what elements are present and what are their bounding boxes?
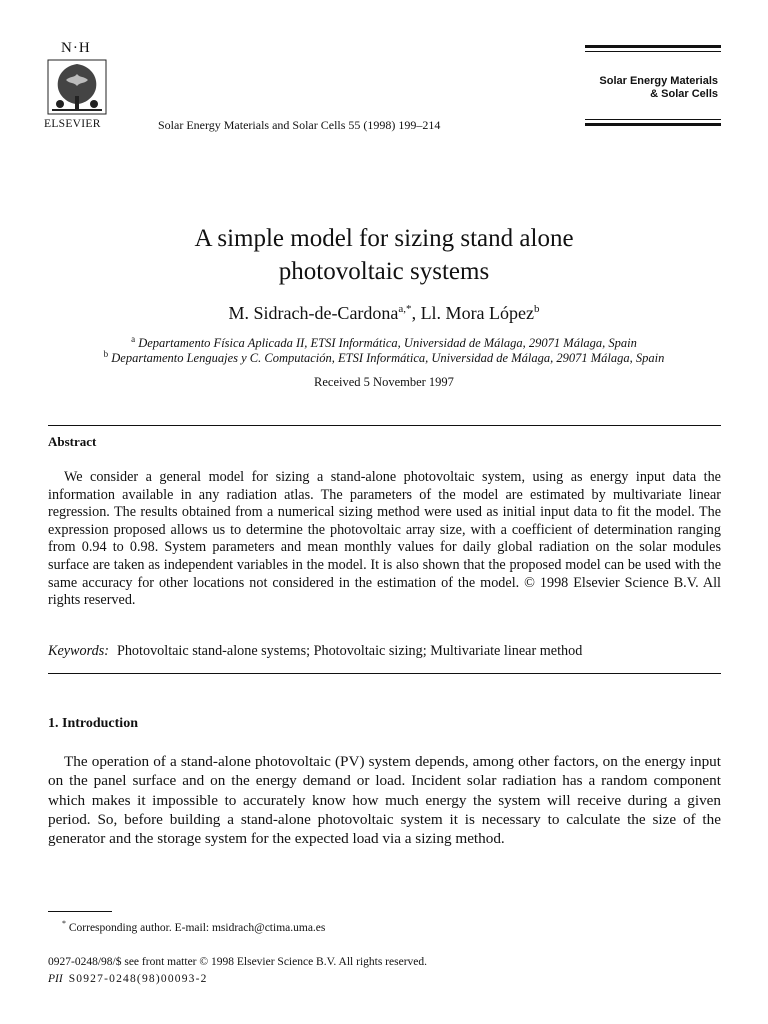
footnote-mark: * [62, 919, 66, 928]
brand-rule-top-thin [585, 51, 721, 52]
pii-line [48, 973, 208, 985]
brand-rule-bottom [585, 123, 721, 126]
keywords-label: Keywords: [48, 643, 109, 659]
journal-brand-line2: & Solar Cells [650, 88, 718, 100]
article-title [0, 222, 768, 288]
introduction-paragraph: The operation of a stand-alone photovoltaic (PV) system depends, among other factors, on the energy input on the panel surface and on the energy demand or load. Incident solar radiation has a random component which makes it impossible to accurately know how much energy the system will receive during a given period. So, before building a stand-alone photovoltaic system it is necessary to calculate the size of the generator and the storage system for the expected load via a sizing method. [48, 753, 721, 848]
pii-label: PII [48, 973, 63, 985]
affiliation-b-text: Departamento Lenguajes y C. Computación, ETSI Informática, Universidad de Málaga, 29071 Málaga, Spain [111, 351, 665, 366]
affiliation-a-text: Departamento Física Aplicada II, ETSI Informática, Universidad de Málaga, 29071 Málaga, Spain [138, 336, 637, 351]
brand-rule-bottom-thin [585, 119, 721, 120]
article-title-line2: photovoltaic systems [278, 258, 490, 285]
article-title-line1: A simple model for sizing stand alone [194, 225, 574, 252]
author-list [0, 303, 768, 324]
journal-brand-line1: Solar Energy Materials [599, 75, 718, 87]
abstract-rule-bottom [48, 673, 721, 674]
keywords-text: Photovoltaic stand-alone systems; Photovoltaic sizing; Multivariate linear method [116, 643, 583, 659]
abstract-heading: Abstract [48, 434, 97, 449]
abstract-text: We consider a general model for sizing a stand-alone photovoltaic system, using as energy input data the information available in any radiation atlas. The parameters of the model are estimated by multivariate linear regression. The results obtained from a numerical sizing method were used as initial input data to fit the model. The expression proposed allows us to determine the photovoltaic array size, with a coefficient of determination ranging from 0.94 to 0.98. System parameters and mean monthly values for daily global radiation on the solar modules surface are taken as independent variables in the model. It is also shown that the proposed model can be used with the same accuracy for other locations not considered in the estimation of the model. © 1998 Elsevier Science B.V. All rights reserved. [48, 469, 721, 609]
affiliation-a-mark: a [131, 334, 136, 344]
footnote-text: Corresponding author. E-mail: msidrach@ctima.uma.es [68, 921, 326, 934]
journal-brand [588, 75, 718, 101]
section-heading-introduction: 1. Introduction [48, 716, 138, 731]
author-1-affiliation-mark: a,* [398, 303, 412, 315]
pii-value: S0927-0248(98)00093-2 [68, 973, 208, 985]
author-2-affiliation-mark: b [534, 303, 540, 315]
brand-rule-top [585, 45, 721, 48]
copyright-line: 0927-0248/98/$ see front matter © 1998 Elsevier Science B.V. All rights reserved. [48, 956, 428, 968]
received-date: Received 5 November 1997 [314, 375, 454, 389]
elsevier-tree-logo-icon [46, 58, 108, 121]
author-1: M. Sidrach-de-Cardona [228, 303, 399, 323]
publisher-nh-mark: N·H [61, 40, 91, 56]
abstract-rule-top [48, 425, 721, 426]
publisher-name: ELSEVIER [44, 118, 101, 130]
journal-citation: Solar Energy Materials and Solar Cells 55 (1998) 199–214 [158, 118, 441, 132]
footnote-corresponding-author [62, 919, 325, 934]
affiliation-b [0, 349, 768, 366]
keywords [48, 643, 721, 660]
footnote-rule [48, 911, 112, 912]
author-2: , Ll. Mora López [411, 303, 535, 323]
affiliation-b-mark: b [103, 349, 109, 359]
